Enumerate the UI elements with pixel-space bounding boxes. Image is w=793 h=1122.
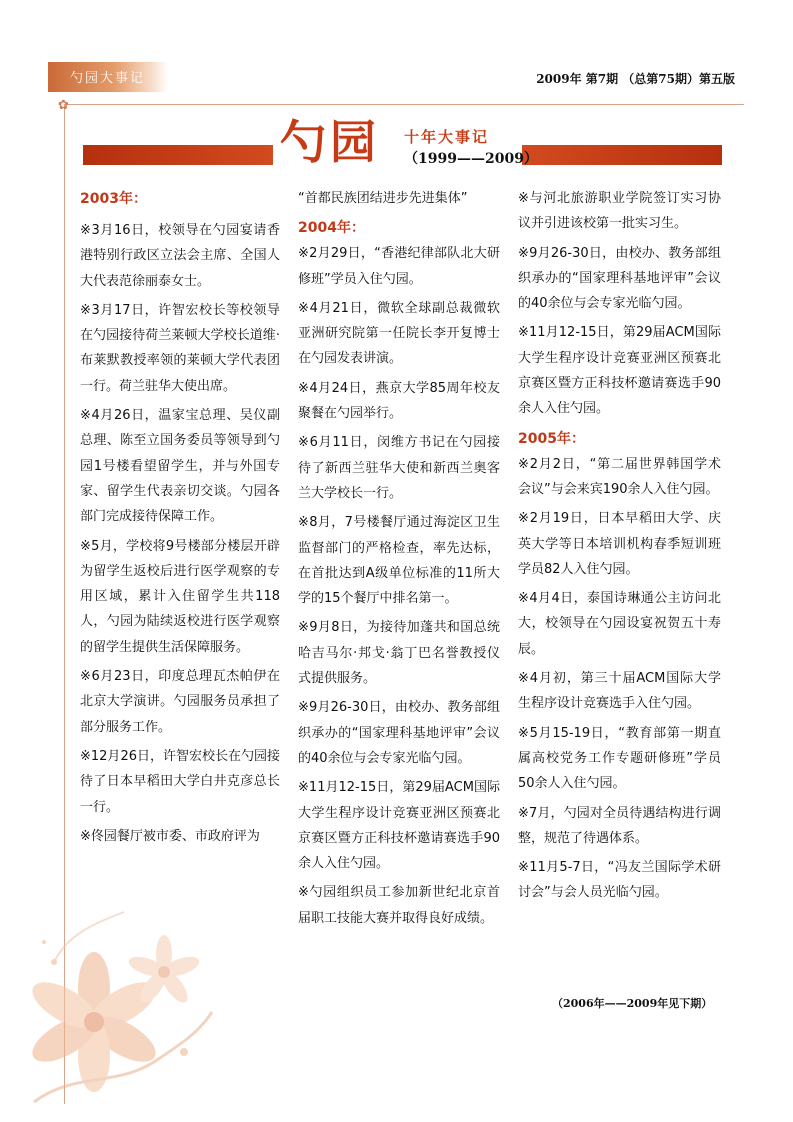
entry: ※6月11日，闵维方书记在勺园接待了新西兰驻华大使和新西兰奥客兰大学校长一行。 [298,435,500,501]
column-2 [298,186,500,935]
entry: ※12月26日，许智宏校长在勺园接待了日本早稻田大学白井克彦总长一行。 [80,748,280,815]
flower-ornament-icon: ✿ [58,98,69,113]
entry: ※11月12-15日，第29届ACM国际大学生程序设计竞赛亚洲区预赛北京赛区暨方正科技杯邀请赛选手90余人入住勺园。 [298,780,500,872]
entry-continuation: “首都民族团结进步先进集体” [298,191,468,206]
year-heading-2004: 2004年： [298,220,365,237]
entry: ※9月26-30日，由校办、教务部组织承办的“国家理科基地评审”会议的40余位与会专家光临勺园。 [298,700,500,766]
year-heading-2003: 2003年： [80,191,147,207]
entry: ※9月26-30日，由校办、教务部组织承办的“国家理科基地评审”会议的40余位与会专家光临勺园。 [518,245,721,312]
entry: ※与河北旅游职业学院签订实习协议并引进该校第一批实习生。 [518,191,721,232]
entry: ※6月23日，印度总理瓦杰帕伊在北京大学演讲。勺园服务员承担了部分服务工作。 [80,669,280,735]
entry: ※4月26日，温家宝总理、吴仪副总理、陈至立国务委员等领导到勺园1号楼看望留学生，并与外国专家、留学生代表亲切交谈。勺园各部门完成接待保障工作。 [80,408,280,525]
entry: ※勺园组织员工参加新世纪北京首届职工技能大赛并取得良好成绩。 [298,885,500,926]
entry: ※3月17日，许智宏校长等校领导在勺园接待荷兰莱顿大学校长道维·布莱默教授率领的莱顿大学代表团一行。荷兰驻华大使出席。 [80,302,280,394]
continued-note: （2006年——2009年见下期） [552,997,713,1010]
banner-title: 勺园 [280,115,380,169]
entry: ※2月2日，“第二届世界韩国学术会议”与会来宾190余人入住勺园。 [518,456,721,497]
entry: ※9月8日，为接待加蓬共和国总统哈吉马尔·邦戈·翁丁巴名誉教授仪式提供服务。 [298,620,500,687]
entry: ※2月29日，“香港纪律部队北大研修班”学员入住勺园。 [298,246,500,287]
entry: ※5月15-19日，“教育部第一期直属高校党务工作专题研修班”学员50余人入住勺园。 [518,725,721,792]
entry: ※8月，7号楼餐厅通过海淀区卫生监督部门的严格检查，率先达标，在首批达到A级单位标准的11所大学的15个餐厅中排名第一。 [298,515,500,607]
entry: ※2月19日，日本早稻田大学、庆英大学等日本培训机构春季短训班学员82人入住勺园。 [518,511,721,577]
year-heading-2005: 2005年： [518,430,585,447]
frame-top-line [64,104,744,105]
banner-bar-left [83,145,273,165]
entry: ※4月初，第三十届ACM国际大学生程序设计竞赛选手入住勺园。 [518,671,721,712]
entry: ※4月21日，微软全球副总裁微软亚洲研究院第一任院长李开复博士在勺园发表讲演。 [298,300,500,367]
entry: ※4月24日，燕京大学85周年校友聚餐在勺园举行。 [298,380,500,422]
flower-decoration-icon [14,902,214,1112]
entry: ※5月，学校将9号楼部分楼层开辟为留学生返校后进行医学观察的专用区域，累计入住留学生共118人，勺园为陆续返校进行医学观察的留学生提供生活保障服务。 [80,538,280,655]
banner-bar-right [522,145,722,165]
column-1 [80,186,280,853]
issue-info: 2009年 第7期 （总第75期）第五版 [536,72,735,86]
column-3 [518,186,721,910]
entry: ※4月4日，泰国诗琳通公主访问北大，校领导在勺园设宴祝贺五十寿辰。 [518,591,721,657]
entry: ※佟园餐厅被市委、市政府评为 [80,828,260,844]
banner-subtitle: 十年大事记 [404,128,490,146]
header-title: 勺园大事记 [70,71,146,86]
banner-years: （1999——2009） [404,151,538,167]
entry: ※3月16日，校领导在勺园宴请香港特别行政区立法会主席、全国人大代表范徐丽泰女士。 [80,223,280,289]
entry: ※11月5-7日，“冯友兰国际学术研讨会”与会人员光临勺园。 [518,860,721,901]
entry: ※7月，勺园对全员待遇结构进行调整，规范了待遇体系。 [518,805,721,846]
entry: ※11月12-15日，第29届ACM国际大学生程序设计竞赛亚洲区预赛北京赛区暨方正科技杯邀请赛选手90余人入住勺园。 [518,325,721,417]
